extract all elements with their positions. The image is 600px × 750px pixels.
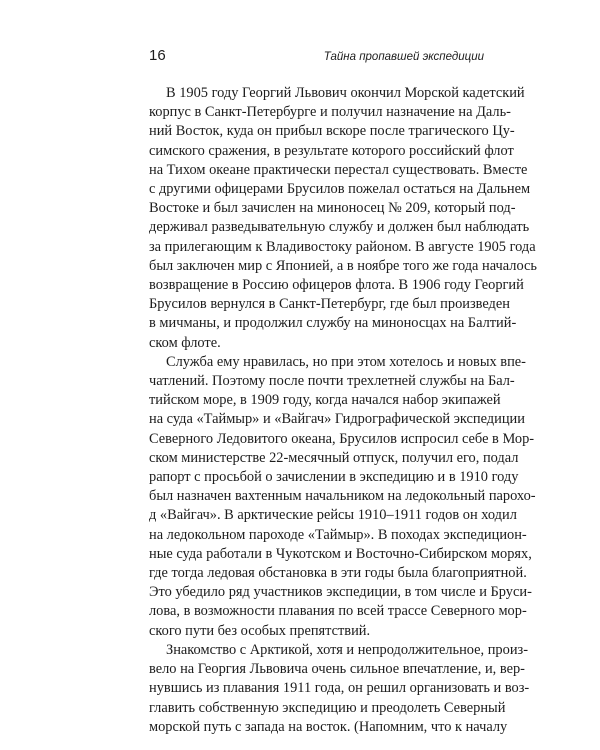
text-line: д «Вайгач». В арктические рейсы 1910–1911 годов он ходил <box>149 507 517 524</box>
paragraph <box>149 353 536 641</box>
text-line: с другими офицерами Брусилов пожелал остаться на Дальнем <box>149 181 531 198</box>
text-line: лова, в возможности плавания по всей трассе Северного мор- <box>149 603 527 620</box>
text-line: ные суда работали в Чукотском и Восточно-Сибирском морях, <box>149 545 532 562</box>
text-line: ний Восток, куда он прибыл вскоре после трагического Цу- <box>149 123 515 140</box>
text-line: симского сражения, в результате которого российский флот <box>149 142 514 159</box>
text-line: на суда «Таймыр» и «Вайгач» Гидрографической экспедиции <box>149 411 525 428</box>
text-line: нувшись из плавания 1911 года, он решил организовать и воз- <box>149 680 530 697</box>
text-line: на ледокольном пароходе «Таймыр». В походах экспедицион- <box>149 526 527 543</box>
text-line: возвращение в Россию офицеров флота. В 1906 году Георгий <box>149 277 524 294</box>
text-line: где тогда ледовая обстановка в эти годы была благоприятной. <box>149 565 527 582</box>
text-line: Брусилов вернулся в Санкт-Петербург, где был произведен <box>149 296 510 313</box>
text-line: за прилегающим к Владивостоку районом. В августе 1905 года <box>149 238 536 255</box>
text-line: Это убедило ряд участников экспедиции, в том числе и Бруси- <box>149 584 532 601</box>
body-text <box>149 84 537 737</box>
text-line: вело на Георгия Львовича очень сильное впечатление, и, вер- <box>149 661 525 678</box>
running-title: Тайна пропавшей экспедиции <box>323 51 484 63</box>
text-line: был заключен мир с Японией, а в ноябре того же года началось <box>149 257 537 274</box>
text-line: чатлений. Поэтому после почти трехлетней службы на Бал- <box>149 373 515 390</box>
paragraph <box>149 641 530 737</box>
text-line: ском флоте. <box>149 334 221 351</box>
text-line: на Тихом океане практически перестал существовать. Вместе <box>149 161 528 178</box>
text-line: В 1905 году Георгий Львович окончил Морской кадетский <box>166 85 525 101</box>
text-line: был назначен вахтенным начальником на ледокольный парохо- <box>149 488 536 505</box>
text-line: тийском море, в 1909 году, когда начался набор экипажей <box>149 392 501 409</box>
text-line: в мичманы, и продолжил службу на миноносцах на Балтий- <box>149 315 517 332</box>
text-line: главить собственную экспедицию и преодолеть Северный <box>149 699 506 716</box>
text-line: ском министерстве 22-месячный отпуск, получил его, подал <box>149 449 519 466</box>
paragraph <box>149 84 537 353</box>
text-line: Востоке и был зачислен на миноносец № 209, который под- <box>149 200 516 217</box>
page-number: 16 <box>149 47 166 64</box>
text-line: держивал разведывательную службу и должен был наблюдать <box>149 219 530 236</box>
text-line: Северного Ледовитого океана, Брусилов испросил себе в Мор- <box>149 430 535 447</box>
text-line: Служба ему нравилась, но при этом хотелось и новых впе- <box>166 353 526 370</box>
text-line: Знакомство с Арктикой, хотя и непродолжительное, произ- <box>166 641 528 658</box>
text-line: рапорт с просьбой о зачислении в экспедицию и в 1910 году <box>149 469 519 486</box>
text-line: морской путь с запада на восток. (Напомним, что к началу <box>149 718 508 735</box>
text-line: ского пути без особых препятствий. <box>149 622 371 639</box>
text-line: корпус в Санкт-Петербурге и получил назначение на Даль- <box>149 104 511 121</box>
page-header <box>149 46 484 66</box>
